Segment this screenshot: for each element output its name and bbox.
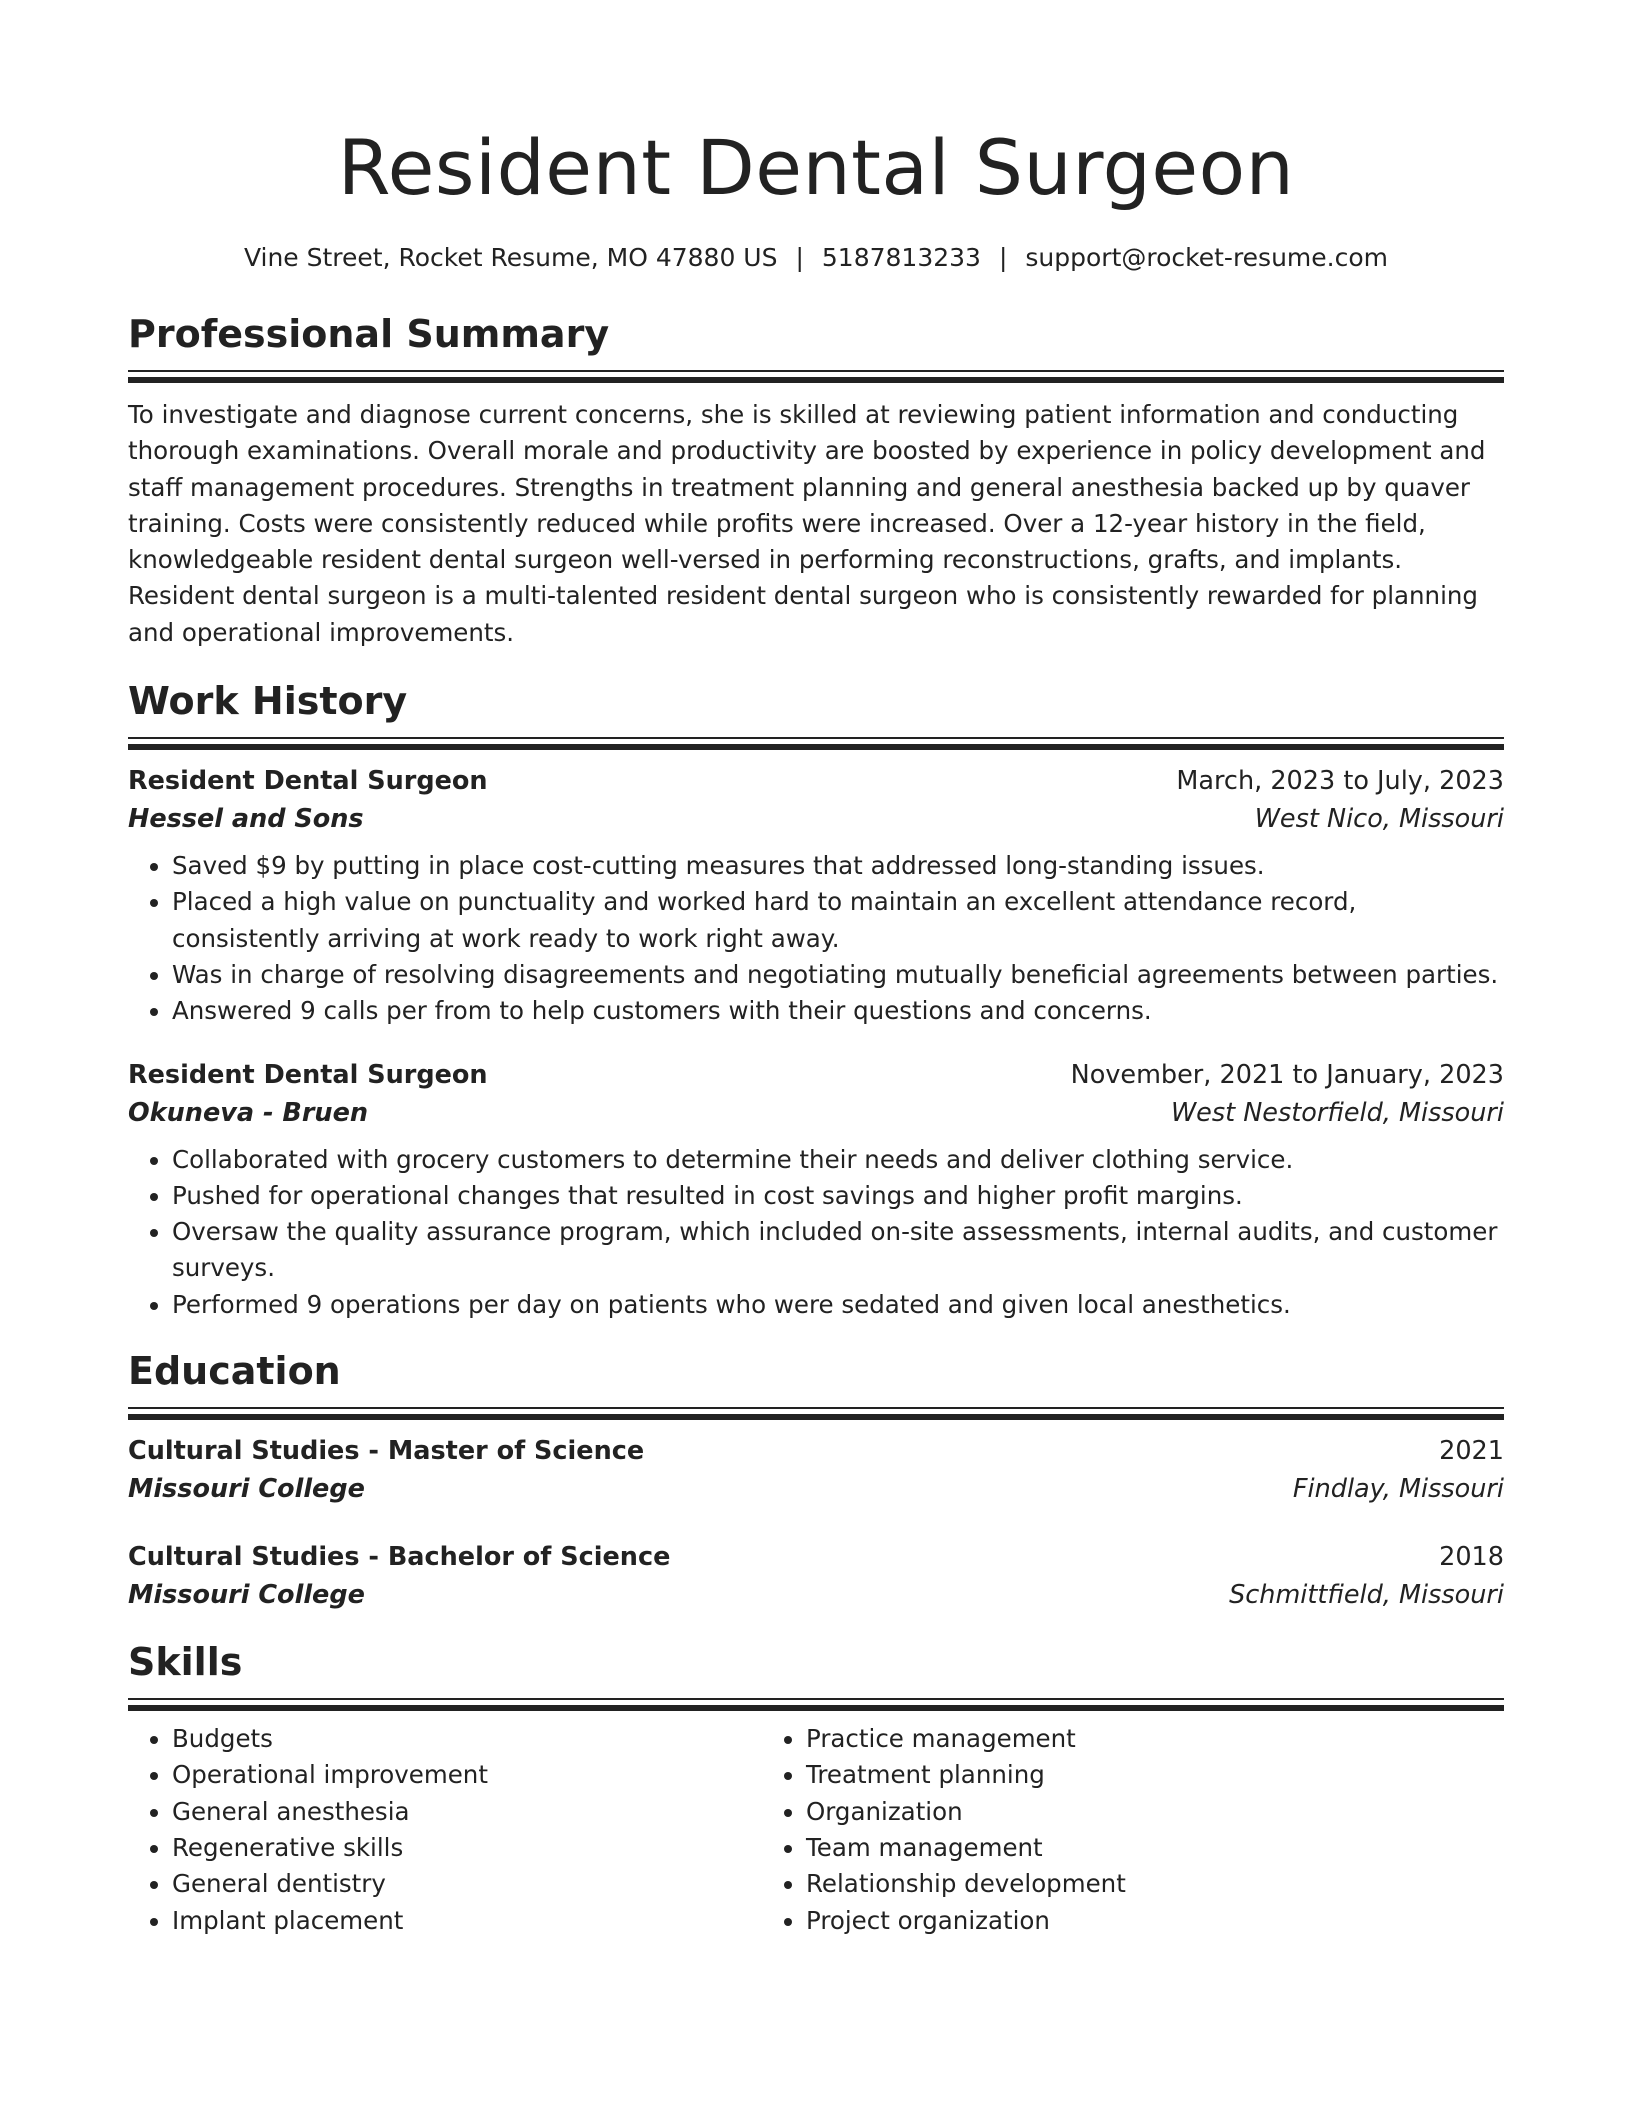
list-item: • Answered 9 calls per from to help customers with their questions and concerns. [172,993,1504,1029]
skill-item: • Implant placement [172,1903,762,1939]
section-title-work: Work History [128,679,408,724]
contact-address: Vine Street, Rocket Resume, MO 47880 US [243,243,778,272]
skill-item: • Team management [806,1830,1396,1866]
contact-separator: | [795,243,804,272]
education-school: Missouri College [128,1474,365,1505]
contact-line [128,240,1504,276]
skill-item: • Relationship development [806,1866,1396,1902]
education-school: Missouri College [128,1580,365,1611]
education-location: Findlay, Missouri [1292,1474,1504,1505]
skills-list-right [762,1721,1396,1939]
job-company-row [128,1094,1504,1132]
contact-phone: 5187813233 [821,243,981,272]
section-divider [128,1407,1504,1420]
list-item: • Pushed for operational changes that resulted in cost savings and higher profit margins. [172,1178,1504,1214]
job-role: Resident Dental Surgeon [128,766,488,797]
education-entry [128,1538,1504,1614]
section-title-summary: Professional Summary [128,312,610,356]
education-school-row [128,1470,1504,1508]
skill-item: • General dentistry [172,1866,762,1902]
job-company: Hessel and Sons [128,804,364,835]
skill-item: • Budgets [172,1721,762,1757]
job-company: Okuneva - Bruen [128,1097,369,1128]
skills-list-left [128,1721,762,1939]
contact-email: support@rocket-resume.com [1025,243,1389,272]
job-header-row [128,762,1504,800]
education-location: Schmittfield, Missouri [1229,1580,1504,1611]
list-item: • Was in charge of resolving disagreements and negotiating mutually beneficial agreements between parties. [172,957,1504,993]
job-entry [128,762,1504,1029]
education-entry [128,1432,1504,1508]
education-degree: Cultural Studies - Master of Science [128,1436,645,1467]
education-degree-row [128,1538,1504,1576]
job-entry [128,1056,1504,1323]
list-item: • Placed a high value on punctuality and worked hard to maintain an excellent attendance record, consistently arriving at work ready to work right away. [172,884,1504,957]
section-title-skills: Skills [128,1640,243,1685]
skills-section [128,1638,1504,1939]
education-section [128,1347,1504,1614]
job-company-row [128,800,1504,838]
job-role: Resident Dental Surgeon [128,1059,488,1090]
education-degree: Cultural Studies - Bachelor of Science [128,1542,671,1573]
skill-item: • Practice management [806,1721,1396,1757]
list-item: • Saved $9 by putting in place cost-cutting measures that addressed long-standing issues. [172,848,1504,884]
job-bullets [128,848,1504,1029]
resume-name: Resident Dental Surgeon [337,123,1295,212]
section-title-education: Education [128,1349,341,1394]
job-location: West Nico, Missouri [1254,804,1504,835]
education-year: 2018 [1439,1542,1504,1573]
skill-item: • Regenerative skills [172,1830,762,1866]
education-school-row [128,1576,1504,1614]
summary-text: To investigate and diagnose current concerns, she is skilled at reviewing patient information and conducting thorough examinations. Overall morale and productivity are boosted by experience in policy development and staff management procedures. Strengths in treatment planning and general anesthesia backed up by quaver training. Costs were consistently reduced while profits were increased. Over a 12-year history in the field, knowledgeable resident dental surgeon well-versed in performing reconstructions, grafts, and implants. Resident dental surgeon is a multi-talented resident dental surgeon who is consistently rewarded for planning and operational improvements. [128,400,1486,647]
job-bullets [128,1142,1504,1323]
summary-section [128,310,1504,651]
contact-separator: | [998,243,1008,272]
education-degree-row [128,1432,1504,1470]
list-item: • Collaborated with grocery customers to determine their needs and deliver clothing service. [172,1142,1504,1178]
job-location: West Nestorfield, Missouri [1170,1097,1504,1128]
work-section [128,677,1504,1323]
skill-item: • Organization [806,1794,1396,1830]
skill-item: • Project organization [806,1903,1396,1939]
section-divider [128,737,1504,750]
education-year: 2021 [1439,1436,1504,1467]
skills-columns [128,1721,1504,1939]
skill-item: • General anesthesia [172,1794,762,1830]
list-item: • Performed 9 operations per day on patients who were sedated and given local anesthetics. [172,1287,1504,1323]
skill-item: • Treatment planning [806,1757,1396,1793]
job-dates: March, 2023 to July, 2023 [1176,766,1504,797]
skill-item: • Operational improvement [172,1757,762,1793]
list-item: • Oversaw the quality assurance program, which included on-site assessments, internal audits, and customer surveys. [172,1214,1504,1287]
section-divider [128,370,1504,383]
job-header-row [128,1056,1504,1094]
section-divider [128,1698,1504,1711]
job-dates: November, 2021 to January, 2023 [1070,1059,1504,1090]
